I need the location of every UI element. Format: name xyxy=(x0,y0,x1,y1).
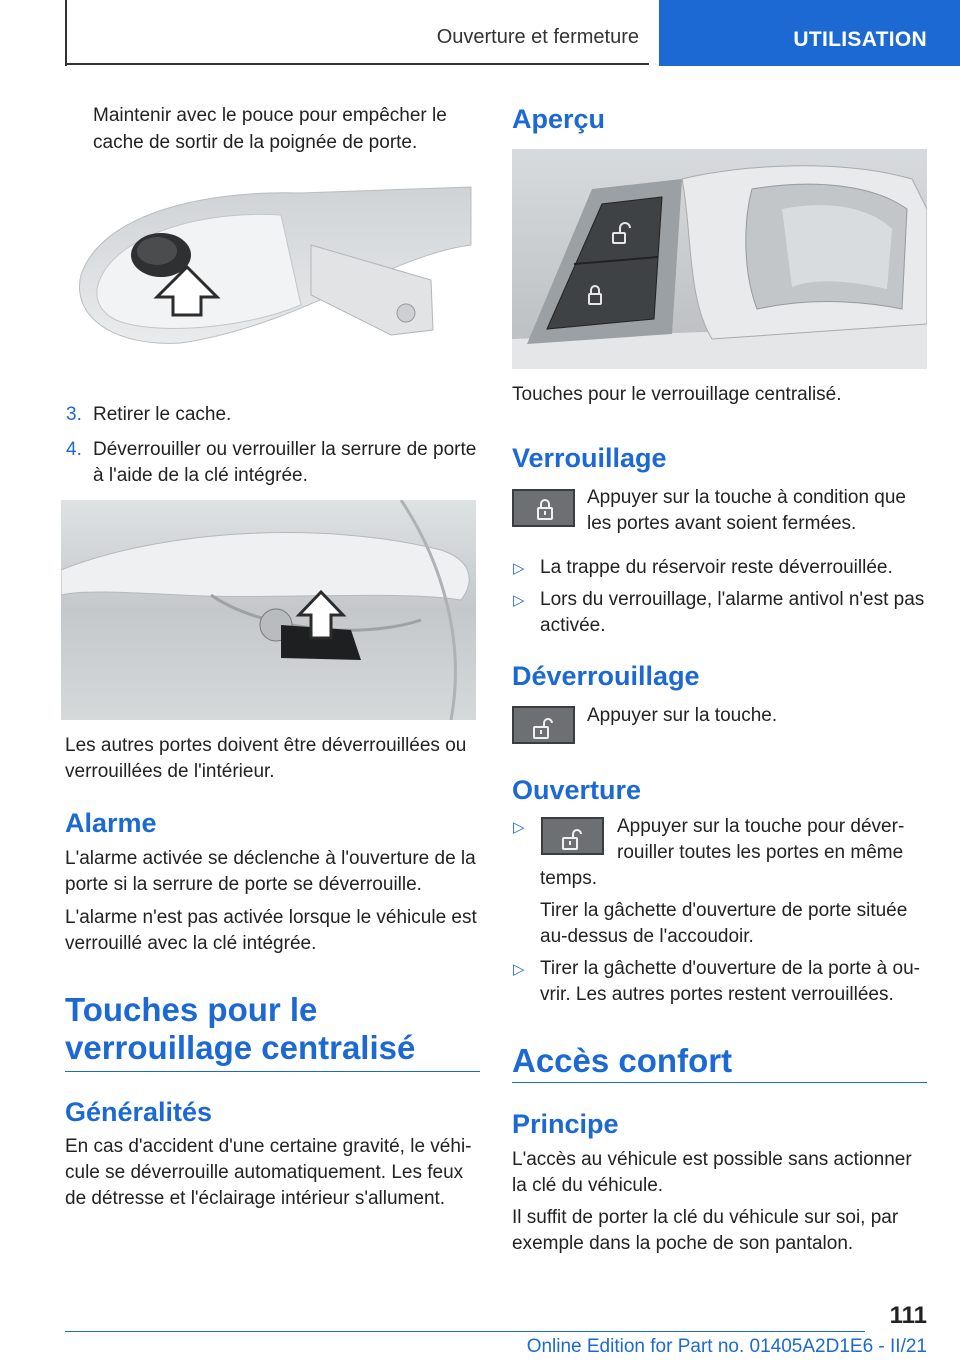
footer-rule xyxy=(65,1331,865,1332)
alarm-p1-line-2: porte si la serrure de porte se déverrouille. xyxy=(65,874,422,895)
open-bullet-1-line-2: rouiller toutes les portes en même xyxy=(617,842,904,863)
open-heading: Ouverture xyxy=(512,775,642,805)
step-4-text-2: à l'aide de la clé intégrée. xyxy=(93,465,308,486)
triangle-right-icon: ▷ xyxy=(513,819,525,836)
triangle-right-icon: ▷ xyxy=(513,592,525,609)
key-in-lock-image xyxy=(61,500,476,720)
open-bullet-1-line-1: Appuyer sur la touche pour déver- xyxy=(617,816,905,837)
lock-icon-glyph xyxy=(514,491,577,529)
general-heading: Généralités xyxy=(65,1097,213,1127)
unlock-text: Appuyer sur la touche. xyxy=(587,705,778,726)
section-heading-line-2: verrouillage centralisé xyxy=(65,1029,416,1066)
lock-text-line-1: Appuyer sur la touche à condition que xyxy=(587,487,906,508)
open-bullet-1-line-5: au-dessus de l'accoudoir. xyxy=(540,926,754,947)
intro-line-1: Maintenir avec le pouce pour empêcher le xyxy=(93,105,447,126)
central-lock-buttons-illustration xyxy=(512,149,927,369)
lock-icon xyxy=(512,489,575,527)
page-number: 111 xyxy=(889,1302,927,1329)
unlock-heading: Déverrouillage xyxy=(512,661,700,691)
open-bullet-1-line-4: Tirer la gâchette d'ouverture de porte située xyxy=(540,900,908,921)
intro-line-2: cache de sortir de la poignée de porte. xyxy=(93,132,418,153)
general-line-3: de détresse et l'éclairage intérieur s'allument. xyxy=(65,1188,446,1209)
door-handle-cap-image xyxy=(61,185,476,350)
principle-heading: Principe xyxy=(512,1109,619,1139)
central-lock-buttons-image xyxy=(512,149,927,369)
other-doors-line-2: verrouillées de l'intérieur. xyxy=(65,761,275,782)
open-bullet-2-line-1: Tirer la gâchette d'ouverture de la porte à ou- xyxy=(540,958,920,979)
comfort-access-heading: Accès confort xyxy=(512,1042,733,1079)
principle-line-1: L'accès au véhicule est possible sans actionner xyxy=(512,1149,912,1170)
lock-bullet-2-line-1: Lors du verrouillage, l'alarme antivol n'est pas xyxy=(540,589,925,610)
footer-edition: Online Edition for Part no. 01405A2D1E6 - II/21 xyxy=(526,1336,927,1357)
general-line-2: cule se déverrouille automatiquement. Les feux xyxy=(65,1162,464,1183)
open-bullet-2-line-2: vrir. Les autres portes restent verrouillées. xyxy=(540,984,894,1005)
step-3-number: 3. xyxy=(66,404,82,425)
step-4-text-1: Déverrouiller ou verrouiller la serrure de porte xyxy=(93,439,477,460)
step-4-number: 4. xyxy=(66,439,82,460)
principle-line-2: la clé du véhicule. xyxy=(512,1175,664,1196)
section-heading-rule xyxy=(65,1071,480,1072)
step-3-text: Retirer le cache. xyxy=(93,404,232,425)
open-bullet-1-line-3: temps. xyxy=(540,868,598,889)
section-heading-line-1: Touches pour le xyxy=(65,991,318,1028)
overview-caption: Touches pour le verrouillage centralisé. xyxy=(512,384,842,405)
lock-bullet-1: La trappe du réservoir reste déverrouillée. xyxy=(540,557,893,578)
alarm-p2-line-2: verrouillé avec la clé intégrée. xyxy=(65,933,317,954)
other-doors-line-1: Les autres portes doivent être déverrouillées ou xyxy=(65,735,467,756)
triangle-right-icon: ▷ xyxy=(513,961,525,978)
door-handle-cap-illustration xyxy=(61,185,476,350)
lock-bullet-2-line-2: activée. xyxy=(540,615,606,636)
unlock-icon xyxy=(541,817,604,855)
header-underline xyxy=(65,63,649,65)
alarm-p1-line-1: L'alarme activée se déclenche à l'ouverture de la xyxy=(65,848,476,869)
unlock-icon-glyph xyxy=(514,708,577,746)
unlock-icon-glyph xyxy=(543,819,606,857)
lock-text-line-2: les portes avant soient fermées. xyxy=(587,513,857,534)
chapter-title: Ouverture et fermeture xyxy=(436,26,639,48)
general-line-1: En cas d'accident d'une certaine gravité, le véhi- xyxy=(65,1136,472,1157)
comfort-access-rule xyxy=(512,1082,927,1083)
key-in-lock-illustration xyxy=(61,500,476,720)
alarm-heading: Alarme xyxy=(65,808,157,838)
section-tab-label: UTILISATION xyxy=(793,28,927,51)
alarm-p2-line-1: L'alarme n'est pas activée lorsque le véhicule est xyxy=(65,907,477,928)
unlock-icon xyxy=(512,706,575,744)
principle-line-4: exemple dans la poche de son pantalon. xyxy=(512,1233,854,1254)
overview-heading: Aperçu xyxy=(512,104,606,134)
triangle-right-icon: ▷ xyxy=(513,560,525,577)
lock-heading: Verrouillage xyxy=(512,443,667,473)
principle-line-3: Il suffit de porter la clé du véhicule sur soi, par xyxy=(512,1207,899,1228)
